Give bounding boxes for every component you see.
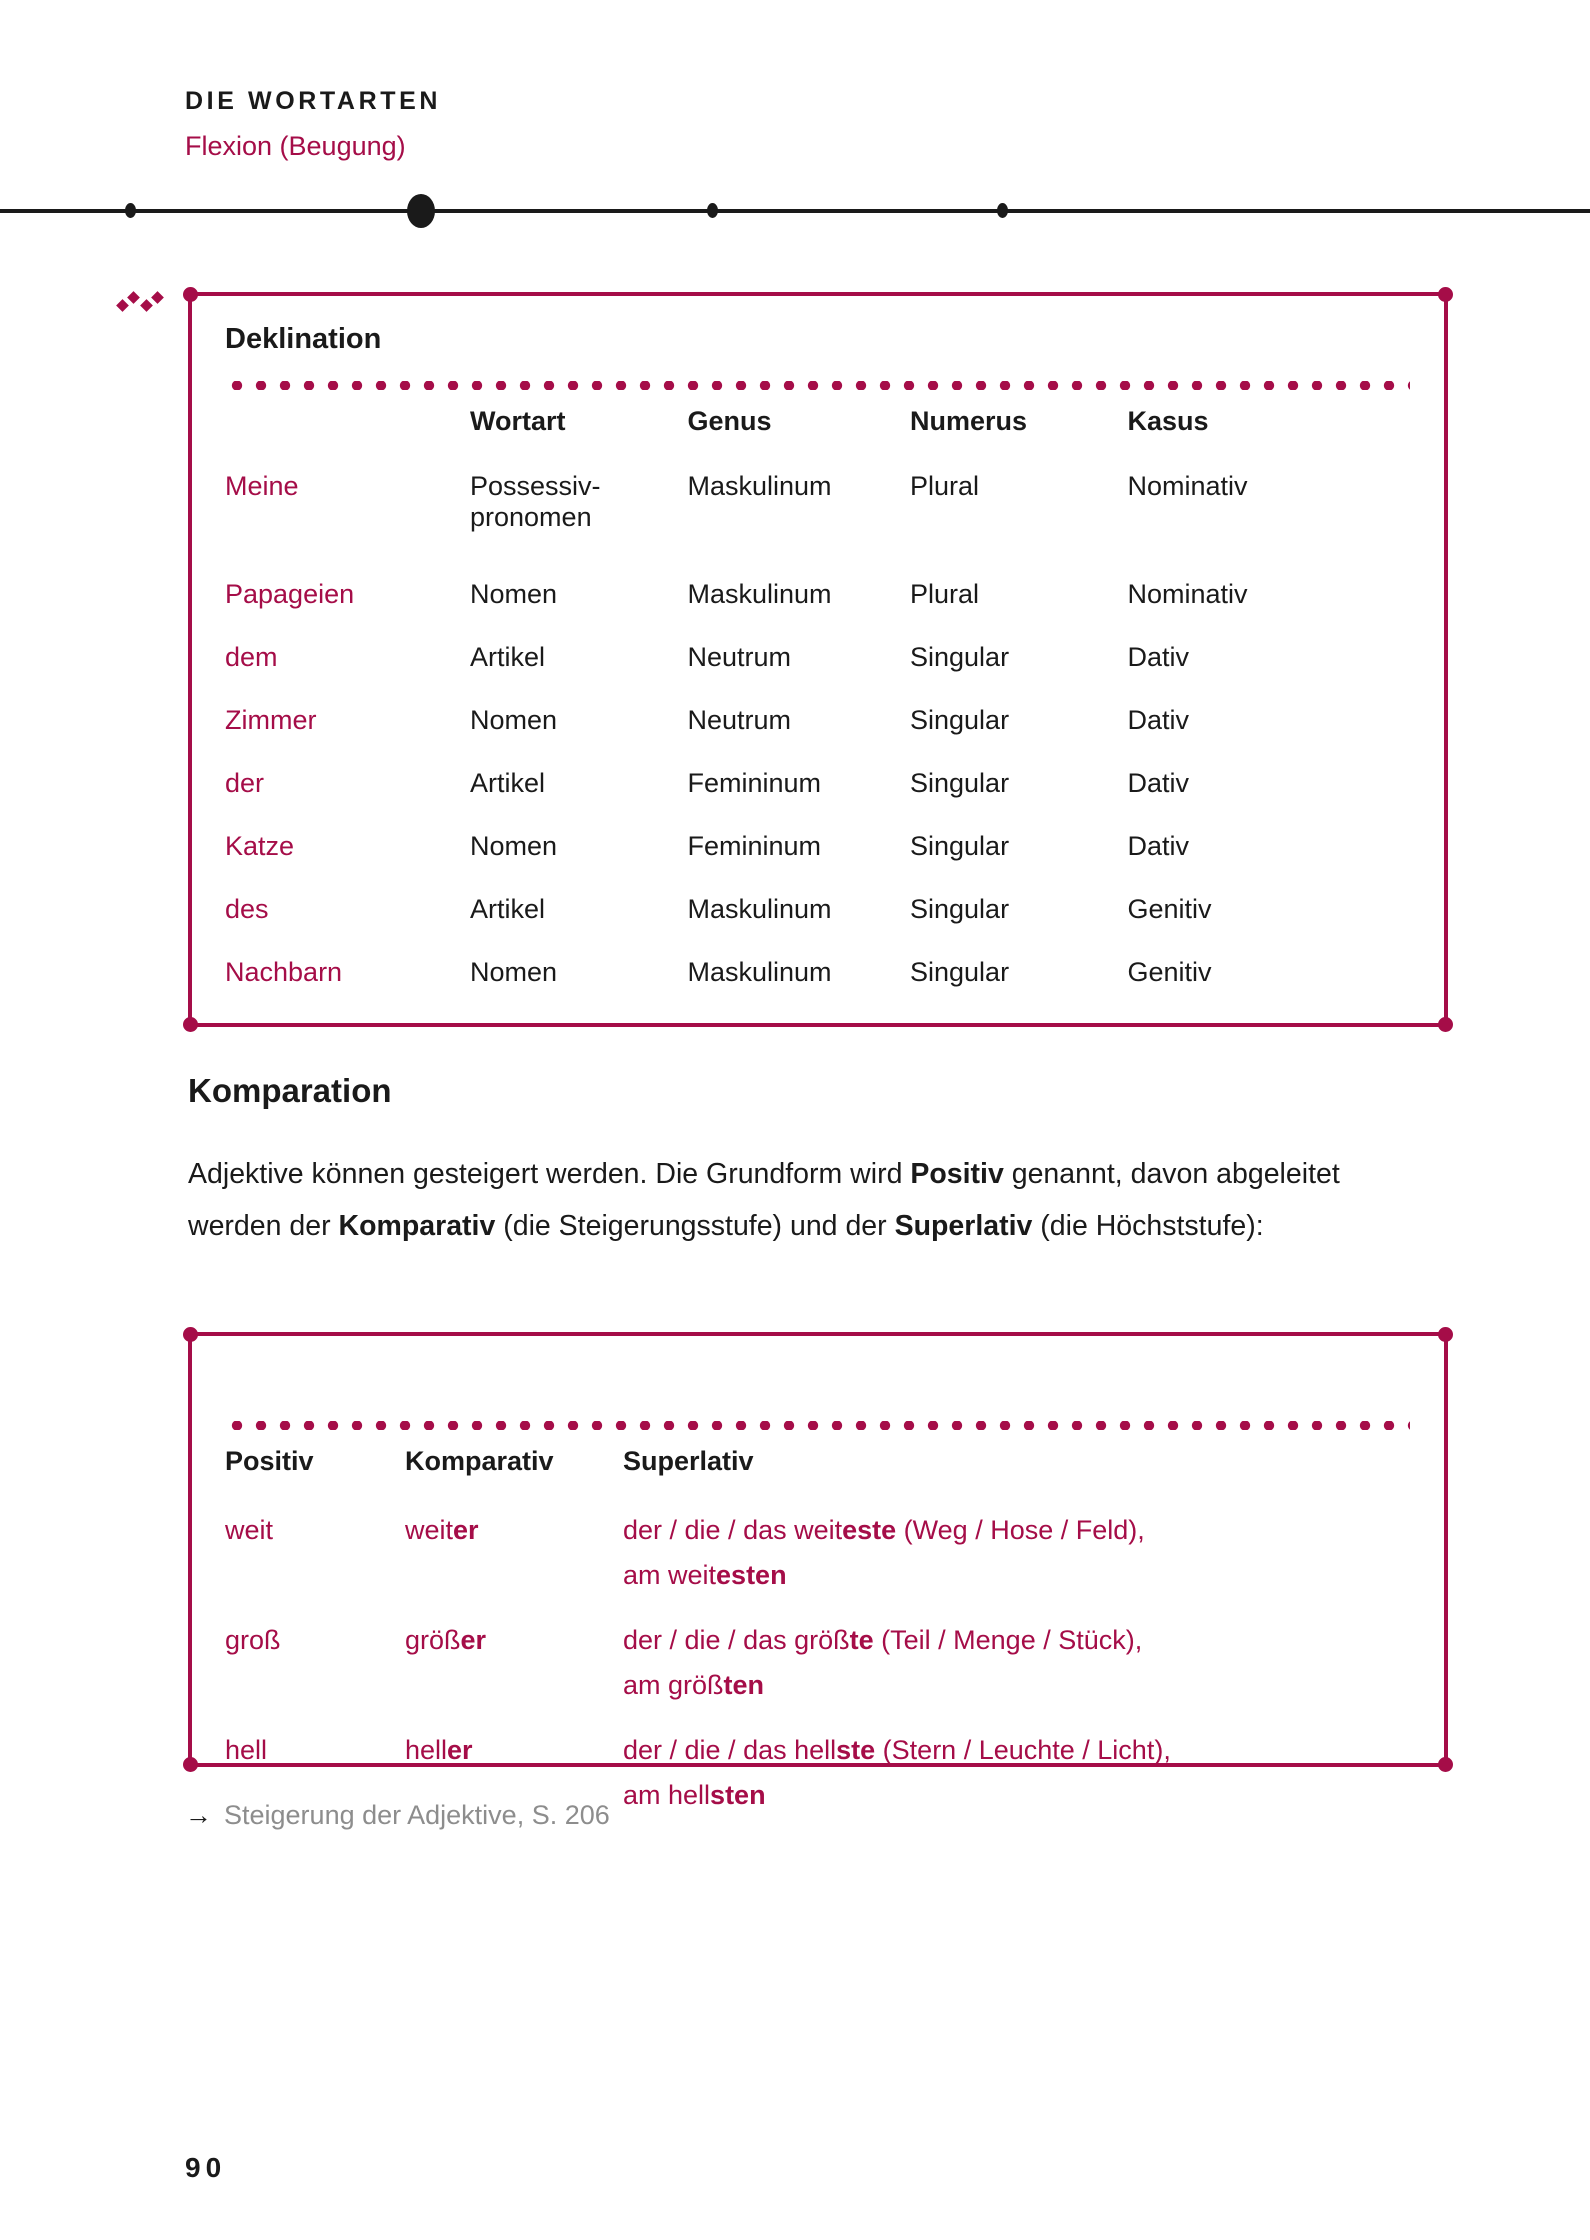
corner-dot xyxy=(183,1327,198,1342)
cell-komparativ: weiter xyxy=(405,1515,479,1545)
cell-komparativ: heller xyxy=(405,1735,473,1765)
page-number: 90 xyxy=(185,2152,227,2183)
table-row xyxy=(225,1618,1415,1728)
para-text-2: genannt, davon abgeleitet werden der xyxy=(188,1158,1340,1242)
cell-positiv: hell xyxy=(225,1735,268,1765)
cell-genus: Maskulinum xyxy=(687,579,832,609)
cell-numerus: Plural xyxy=(910,471,980,501)
running-head-title: DIE WORTARTEN xyxy=(185,87,442,115)
cell-word: dem xyxy=(225,642,278,672)
cell-numerus: Singular xyxy=(910,768,1010,798)
komparation-box xyxy=(188,1332,1448,1810)
cell-genus: Maskulinum xyxy=(687,894,832,924)
cell-word: des xyxy=(225,894,269,924)
arrow-right-icon: → xyxy=(185,1800,212,1830)
rule-line xyxy=(0,209,1590,213)
cell-kasus: Dativ xyxy=(1127,831,1190,861)
cell-genus: Neutrum xyxy=(687,705,792,735)
para-text-3: (die Steigerungsstufe) und der xyxy=(495,1210,895,1242)
cell-positiv: weit xyxy=(225,1515,274,1545)
cell-wortart: Artikel xyxy=(470,894,546,924)
table-row xyxy=(225,957,1415,1020)
cell-word: Papageien xyxy=(225,579,355,609)
cell-numerus: Singular xyxy=(910,894,1010,924)
cell-word: Zimmer xyxy=(225,705,317,735)
col-head-superlativ: Superlativ xyxy=(623,1446,754,1476)
table-row xyxy=(225,831,1415,894)
corner-dot xyxy=(1438,1757,1453,1772)
cell-genus: Maskulinum xyxy=(687,957,832,987)
margin-marker-icon xyxy=(118,292,162,318)
cell-kasus: Genitiv xyxy=(1127,894,1212,924)
cell-kasus: Nominativ xyxy=(1127,579,1248,609)
dotted-separator xyxy=(225,381,1410,390)
table-header-row xyxy=(225,406,1415,471)
cell-numerus: Singular xyxy=(910,957,1010,987)
col-head-word xyxy=(225,406,470,471)
cell-superlativ: der / die / das weiteste (Weg / Hose / Feld), am weitesten xyxy=(623,1515,1145,1590)
cross-reference-label: Steigerung der Adjektive, S. 206 xyxy=(224,1800,610,1830)
cell-wortart: Nomen xyxy=(470,831,558,861)
cell-word: der xyxy=(225,768,265,798)
cell-kasus: Nominativ xyxy=(1127,471,1248,501)
nav-dot[interactable] xyxy=(997,203,1008,218)
cell-genus: Maskulinum xyxy=(687,471,832,501)
corner-dot xyxy=(1438,287,1453,302)
cell-word: Katze xyxy=(225,831,295,861)
dotted-separator xyxy=(225,1421,1410,1430)
col-head-positiv: Positiv xyxy=(225,1446,314,1476)
para-text-1: Adjektive können gesteigert werden. Die Grundform wird xyxy=(188,1158,911,1190)
term-komparativ: Komparativ xyxy=(338,1210,496,1242)
cell-kasus: Dativ xyxy=(1127,768,1190,798)
section-rule xyxy=(0,196,1590,226)
cell-numerus: Singular xyxy=(910,642,1010,672)
cell-numerus: Singular xyxy=(910,705,1010,735)
cell-genus: Neutrum xyxy=(687,642,792,672)
col-head-wortart: Wortart xyxy=(470,406,566,436)
col-head-genus: Genus xyxy=(687,406,772,436)
cell-superlativ: der / die / das größte (Teil / Menge / Stück), am größten xyxy=(623,1625,1143,1700)
table-row xyxy=(225,768,1415,831)
komparation-table xyxy=(225,1446,1415,1838)
table-row xyxy=(225,642,1415,705)
deklination-body xyxy=(225,471,1415,1020)
cell-numerus: Plural xyxy=(910,579,980,609)
running-head xyxy=(185,88,441,161)
cell-wortart: Nomen xyxy=(470,579,558,609)
col-head-numerus: Numerus xyxy=(910,406,1028,436)
cell-genus: Femininum xyxy=(687,768,822,798)
cell-superlativ: der / die / das hellste (Stern / Leuchte / Licht), am hellsten xyxy=(623,1735,1171,1810)
corner-dot xyxy=(183,1757,198,1772)
cell-wortart: Possessiv- pronomen xyxy=(470,471,601,532)
komparation-paragraph xyxy=(188,1148,1418,1252)
para-text-4: (die Höchststufe): xyxy=(1032,1210,1264,1242)
table-header-row xyxy=(225,1446,1415,1508)
cell-wortart: Nomen xyxy=(470,705,558,735)
cell-genus: Femininum xyxy=(687,831,822,861)
cell-kasus: Dativ xyxy=(1127,642,1190,672)
cell-word: Meine xyxy=(225,471,299,501)
cell-wortart: Nomen xyxy=(470,957,558,987)
nav-dot[interactable] xyxy=(707,203,718,218)
table-row xyxy=(225,471,1415,579)
corner-dot xyxy=(1438,1327,1453,1342)
table-row xyxy=(225,705,1415,768)
table-row xyxy=(225,1508,1415,1618)
table-row xyxy=(225,894,1415,957)
col-head-kasus: Kasus xyxy=(1127,406,1209,436)
deklination-title: Deklination xyxy=(225,323,382,355)
nav-dot[interactable] xyxy=(407,194,435,228)
corner-dot xyxy=(1438,1017,1453,1032)
running-head-subtitle: Flexion (Beugung) xyxy=(185,130,406,161)
corner-dot xyxy=(183,287,198,302)
table-row xyxy=(225,579,1415,642)
cell-komparativ: größer xyxy=(405,1625,487,1655)
deklination-box xyxy=(188,292,1448,1027)
deklination-table xyxy=(225,406,1415,1020)
komparation-heading: Komparation xyxy=(188,1072,392,1109)
komparation-body xyxy=(225,1508,1415,1838)
cell-wortart: Artikel xyxy=(470,768,546,798)
col-head-komparativ: Komparativ xyxy=(405,1446,554,1476)
cell-numerus: Singular xyxy=(910,831,1010,861)
nav-dot[interactable] xyxy=(125,203,136,218)
cell-kasus: Dativ xyxy=(1127,705,1190,735)
corner-dot xyxy=(183,1017,198,1032)
cell-wortart: Artikel xyxy=(470,642,546,672)
cell-word: Nachbarn xyxy=(225,957,343,987)
cross-reference[interactable] xyxy=(185,1800,610,1831)
cell-positiv: groß xyxy=(225,1625,281,1655)
term-positiv: Positiv xyxy=(910,1158,1004,1190)
cell-kasus: Genitiv xyxy=(1127,957,1212,987)
term-superlativ: Superlativ xyxy=(894,1210,1033,1242)
